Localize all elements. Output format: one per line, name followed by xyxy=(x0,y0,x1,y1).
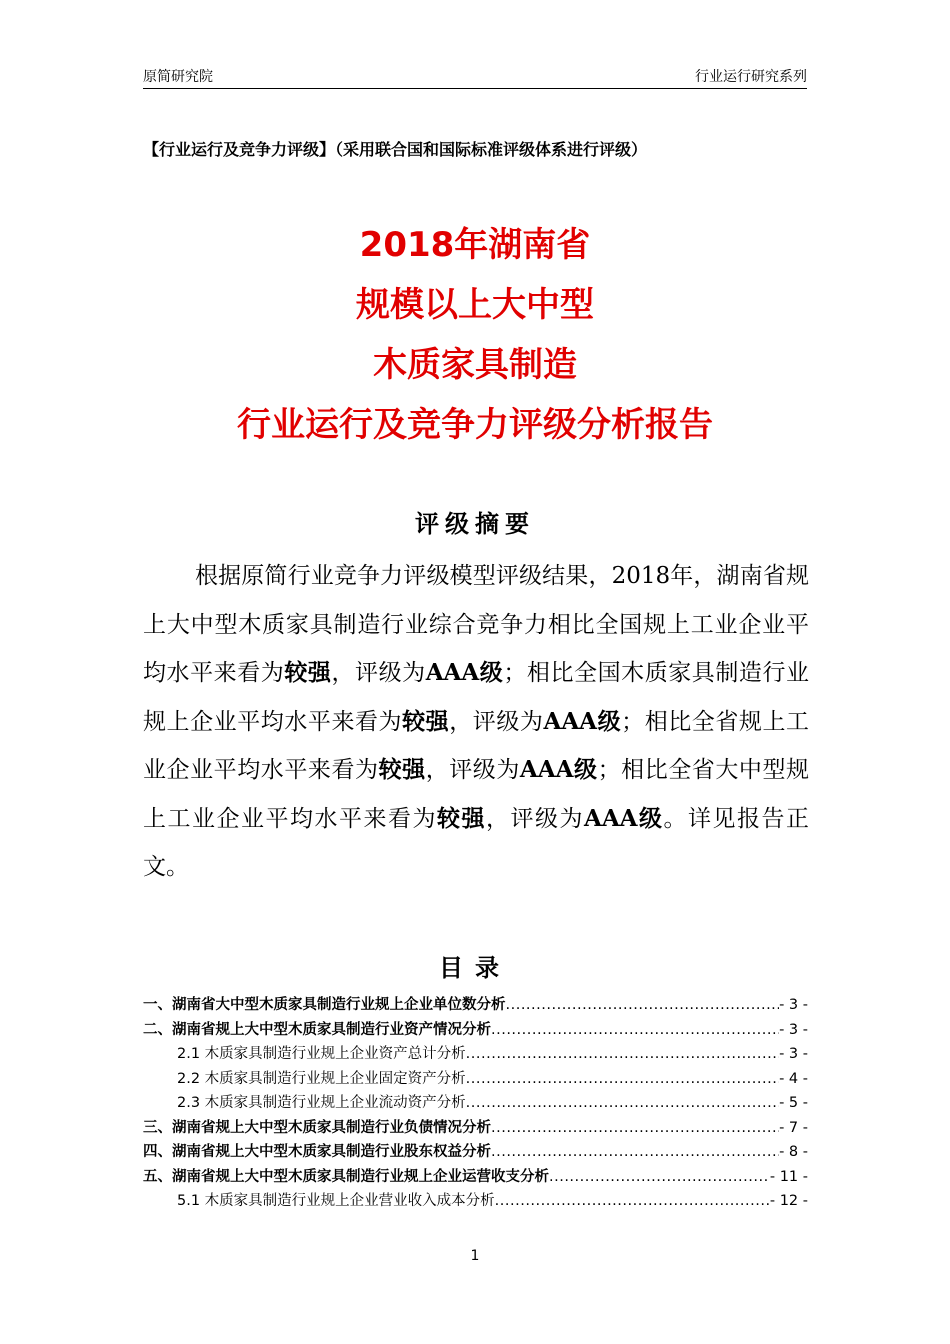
toc-entry[interactable] xyxy=(143,1067,808,1092)
toc-entry-title: 三、湖南省规上大中型木质家具制造行业负债情况分析 xyxy=(143,1119,491,1136)
summary-emphasis: 较强 xyxy=(402,707,450,735)
toc-leader-dots xyxy=(466,1067,779,1092)
header-divider xyxy=(143,88,807,89)
summary-heading: 评级摘要 xyxy=(415,510,535,538)
toc-leader-dots xyxy=(495,1189,770,1214)
summary-text: ，评级为 xyxy=(425,757,520,783)
toc-entry-title: 二、湖南省规上大中型木质家具制造行业资产情况分析 xyxy=(143,1021,491,1038)
title-line-4: 行业运行及竞争力评级分析报告 xyxy=(237,405,713,445)
toc-entry-title: 2.2 木质家具制造行业规上企业固定资产分析 xyxy=(177,1070,466,1087)
report-title xyxy=(0,215,950,455)
summary-paragraph xyxy=(143,552,809,892)
toc-entry-title: 2.3 木质家具制造行业规上企业流动资产分析 xyxy=(177,1095,466,1111)
toc-entry[interactable] xyxy=(143,1189,808,1214)
summary-emphasis: AAA级 xyxy=(425,659,504,686)
toc-leader-dots xyxy=(491,1140,779,1165)
header-org-name: 原简研究院 xyxy=(143,69,213,85)
toc-leader-dots xyxy=(549,1165,770,1190)
summary-text: ，评级为 xyxy=(331,660,426,686)
toc-entry[interactable] xyxy=(143,1140,808,1165)
toc-entry-title: 2.1 木质家具制造行业规上企业资产总计分析 xyxy=(177,1046,466,1062)
toc-leader-dots xyxy=(466,1091,779,1116)
summary-emphasis: 较强 xyxy=(284,659,332,686)
toc-entry-page: - 8 - xyxy=(779,1144,808,1160)
toc-entry[interactable] xyxy=(143,1091,808,1116)
toc-entry-page: - 3 - xyxy=(779,1021,808,1038)
toc-leader-dots xyxy=(491,1116,779,1141)
summary-text: 根据原简行业竞争力评级模型评级结果，2018年，湖南省规上大中型木质家具制造行业综合竞争力相比全国规上工业企业平均水平来看为 xyxy=(143,563,809,686)
toc-entry-title: 四、湖南省规上大中型木质家具制造行业股东权益分析 xyxy=(143,1144,491,1160)
toc-entry-page: - 4 - xyxy=(779,1070,808,1087)
summary-emphasis: AAA级 xyxy=(519,756,598,783)
summary-text: ；相比全国木质家具制造行业规上企业平均水平来看为 xyxy=(143,660,810,735)
title-line-2: 规模以上大中型 xyxy=(356,285,594,325)
toc-entry-title: 五、湖南省规上大中型木质家具制造行业规上企业运营收支分析 xyxy=(143,1168,549,1185)
summary-text: ，评级为 xyxy=(485,805,584,832)
summary-emphasis: AAA级 xyxy=(583,804,664,832)
toc-heading: 目录 xyxy=(439,954,511,982)
toc-entry-page: - 5 - xyxy=(779,1095,808,1111)
header-series-name: 行业运行研究系列 xyxy=(695,69,807,85)
title-line-3: 木质家具制造 xyxy=(373,345,577,385)
toc-entry-page: - 3 - xyxy=(779,1046,808,1062)
summary-emphasis: 较强 xyxy=(378,756,426,783)
toc-entry-page: - 12 - xyxy=(769,1193,808,1209)
report-tagline: 【行业运行及竞争力评级】（采用联合国和国际标准评级体系进行评级） xyxy=(143,140,648,159)
toc-entry-page: - 7 - xyxy=(779,1119,808,1136)
page-number: 1 xyxy=(470,1248,480,1264)
toc-entry[interactable] xyxy=(143,1116,808,1141)
toc-leader-dots xyxy=(491,1018,779,1043)
summary-emphasis: AAA级 xyxy=(543,707,622,735)
summary-text: ；相比全省大中型规上工业企业平均水平来看为 xyxy=(143,757,810,832)
toc-entry-page: - 11 - xyxy=(769,1168,808,1185)
summary-text: ，评级为 xyxy=(449,708,544,735)
toc-entry-title: 一、湖南省大中型木质家具制造行业规上企业单位数分析 xyxy=(143,997,506,1013)
summary-text: 。详见报告正文。 xyxy=(143,805,810,880)
toc-entry[interactable] xyxy=(143,1165,808,1190)
summary-text: ；相比全省规上工业企业平均水平来看为 xyxy=(143,708,810,783)
title-line-1: 2018年湖南省 xyxy=(359,225,591,265)
toc-entry-page: - 3 - xyxy=(779,997,808,1013)
summary-emphasis: 较强 xyxy=(436,804,486,832)
toc-entry-title: 5.1 木质家具制造行业规上企业营业收入成本分析 xyxy=(177,1193,495,1209)
toc-entry[interactable] xyxy=(143,1042,808,1067)
toc-entry[interactable] xyxy=(143,993,808,1018)
toc-entry[interactable] xyxy=(143,1018,808,1043)
table-of-contents xyxy=(143,993,808,1214)
toc-leader-dots xyxy=(506,993,780,1018)
toc-leader-dots xyxy=(466,1042,779,1067)
